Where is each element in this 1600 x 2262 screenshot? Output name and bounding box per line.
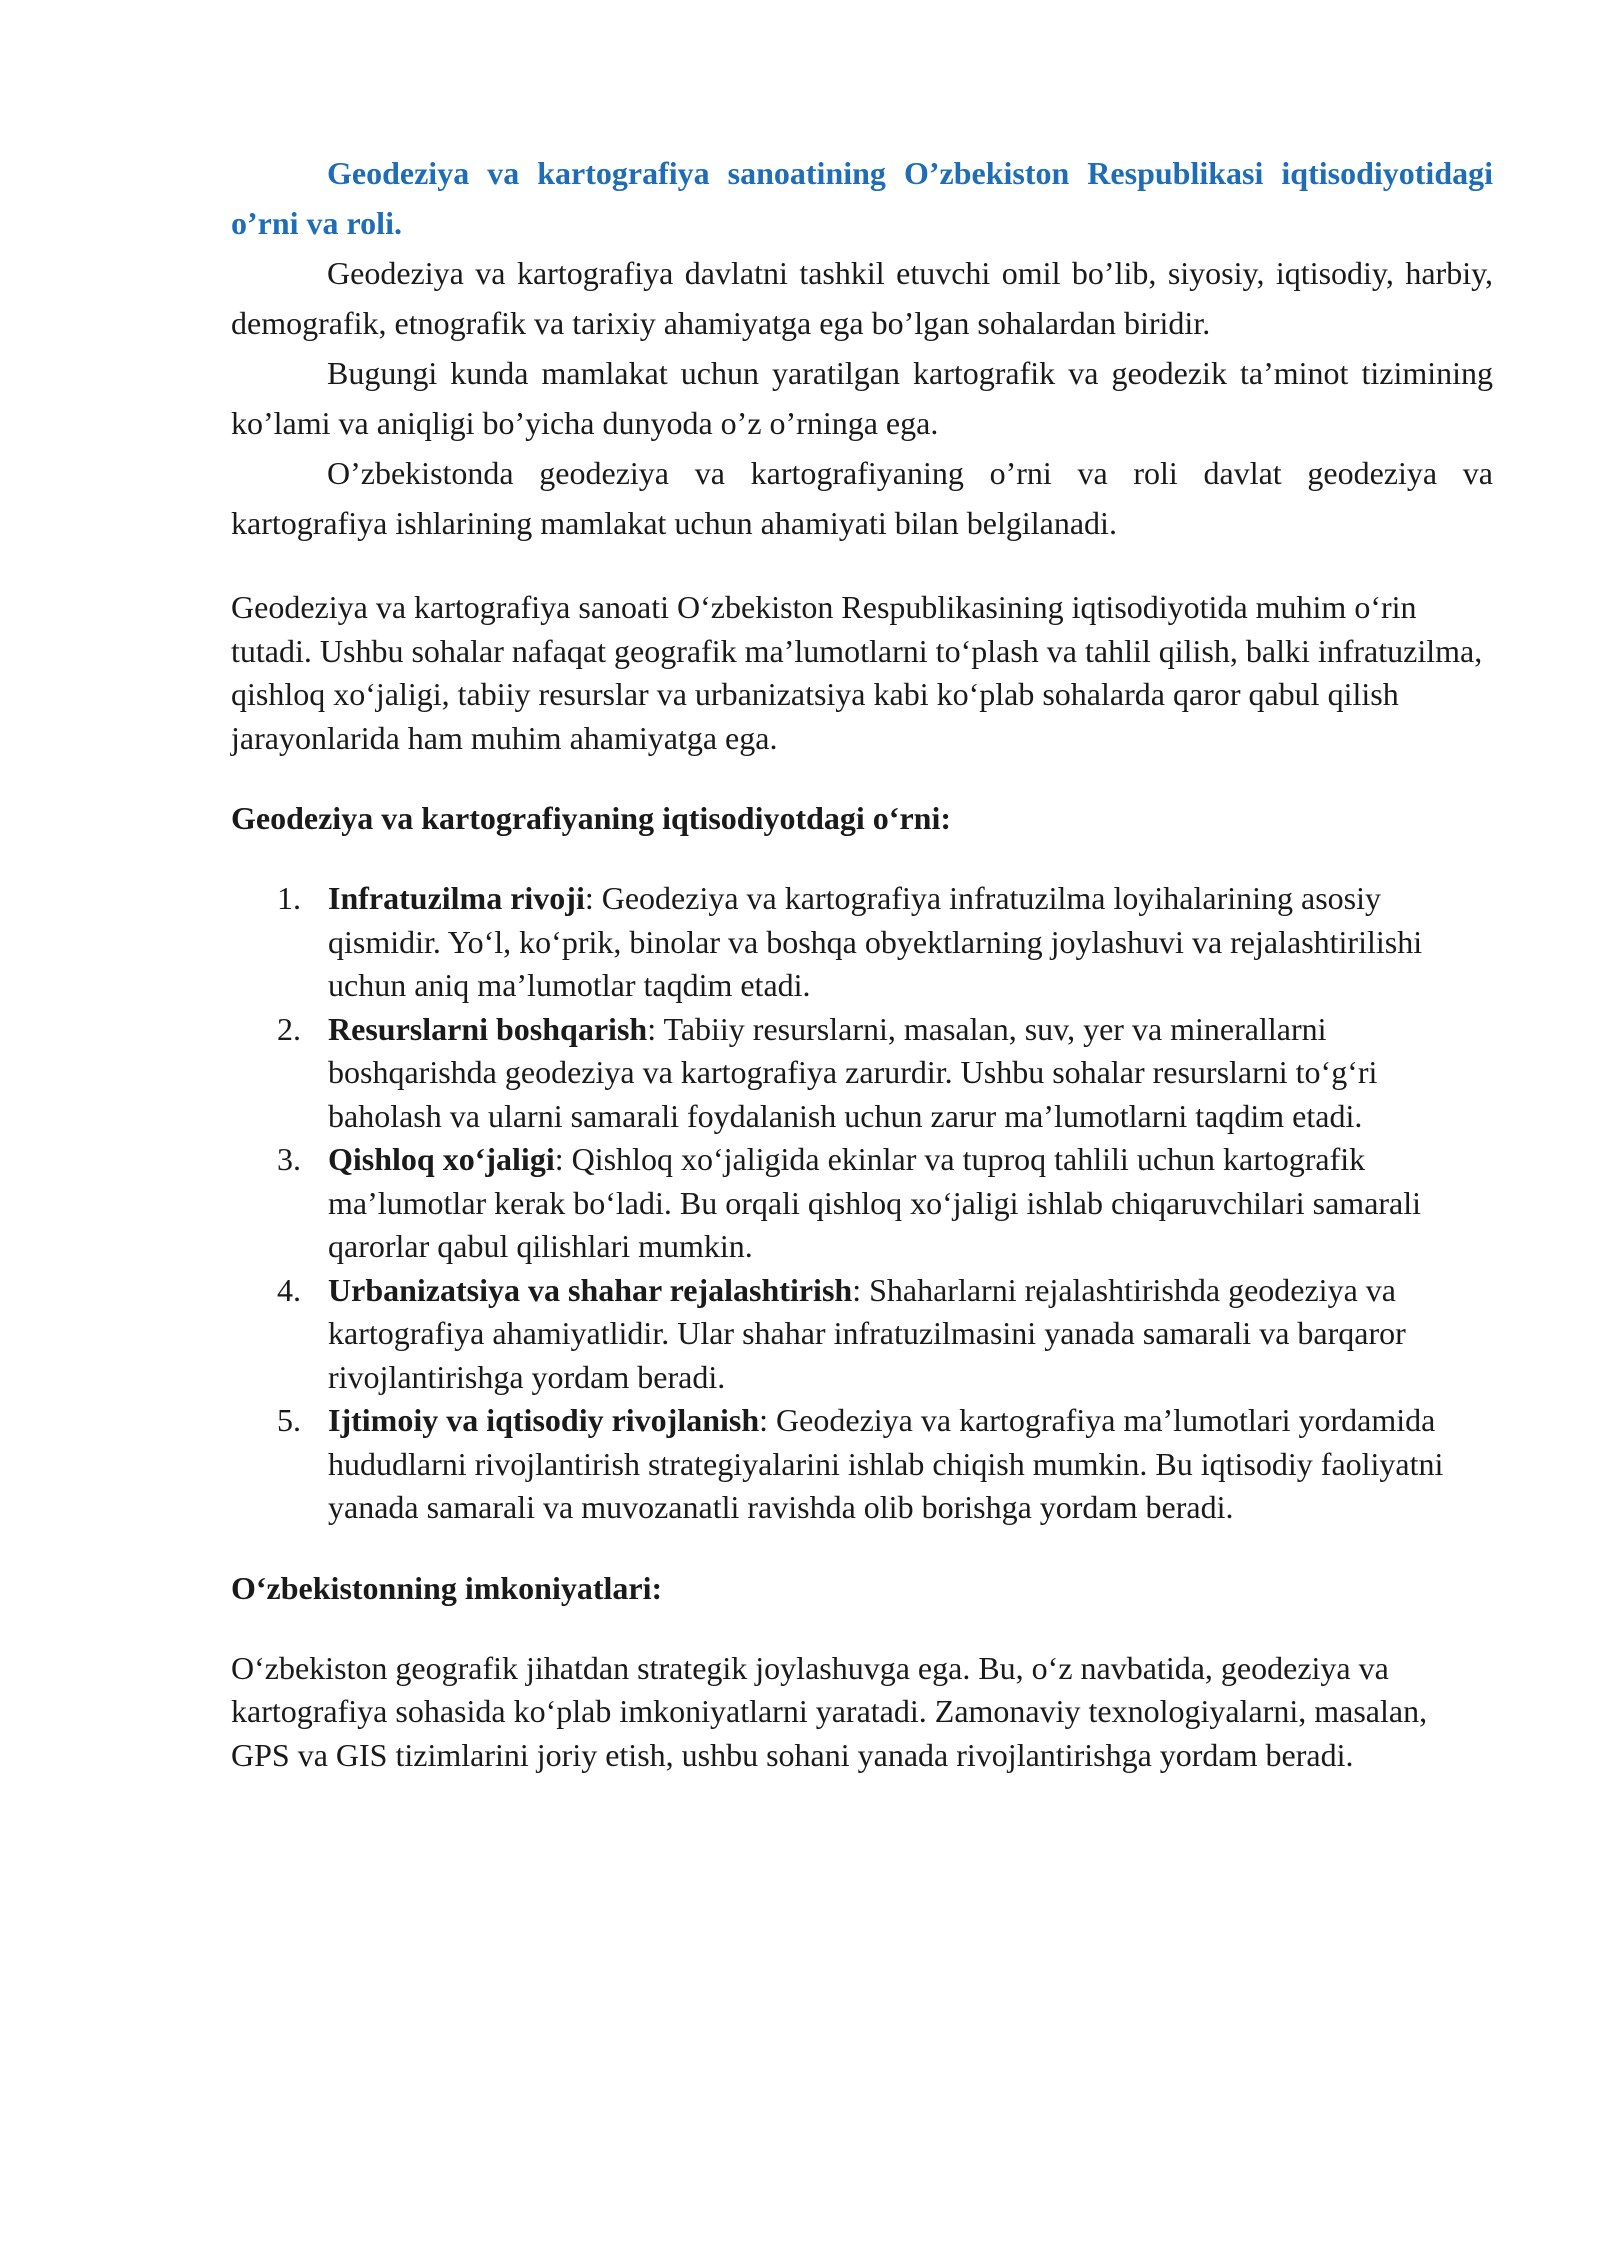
list-item-text: : Qishloq xo‘jaligida ekinlar va tuproq tahlili uchun kartografik ma’lumotlar kerak bo‘ladi. Bu orqali qishloq xo‘jaligi ishlab chiqaruvchilari samarali qarorlar qabul qilishlari mumkin. xyxy=(328,1141,1422,1264)
list-item-term: Resurslarni boshqarish xyxy=(328,1010,648,1047)
list-item-text: : Tabiiy resurslarni, masalan, suv, yer va minerallarni boshqarishda geodeziya va kartografiya zarurdir. Ushbu sohalar resurslarni to‘g‘ri baholash va ularni samarali foydalanish uchun zarur ma’lumotlarni taqdim etadi. xyxy=(328,1010,1378,1134)
list-item xyxy=(231,1399,1493,1530)
list-item-term: Infratuzilma rivoji xyxy=(328,880,585,916)
list-item-number: 1. xyxy=(277,880,301,916)
list-item xyxy=(231,1138,1493,1269)
list-item-text: : Shaharlarni rejalashtirishda geodeziya va kartografiya ahamiyatlidir. Ular shahar infratuzilmasini yanada samarali va barqaror rivojlantirishga yordam beradi. xyxy=(328,1271,1406,1395)
list-item-term: Urbanizatsiya va shahar rejalashtirish xyxy=(328,1271,853,1308)
opportunities-paragraph: O‘zbekiston geografik jihatdan strategik joylashuvga ega. Bu, o‘z navbatida, geodeziya va kartografiya sohasida ko‘plab imkoniyatlarni yaratadi. Zamonaviy texnologiyalarni, masalan, GPS va GIS tizimlarini joriy etish, ushbu sohani yanada rivojlantirishga yordam beradi. xyxy=(231,1649,1428,1773)
section-heading-opportunities: O‘zbekistonning imkoniyatlari: xyxy=(231,1569,663,1606)
list-item xyxy=(231,877,1493,1008)
economy-role-list xyxy=(231,877,1493,1530)
list-item-number: 5. xyxy=(277,1402,301,1438)
intro-paragraph-2: Bugungi kunda mamlakat uchun yaratilgan kartografik va geodezik ta’minot tizimining ko’lami va aniqligi bo’yicha dunyoda o’z o’rninga ega. xyxy=(231,355,1493,441)
list-item-number: 3. xyxy=(277,1141,301,1177)
document-title: Geodeziya va kartografiya sanoatining O’zbekiston Respublikasi iqtisodiyotidagi o’rni va roli. xyxy=(231,155,1493,241)
list-item xyxy=(231,1008,1493,1139)
document-page xyxy=(231,148,1493,1777)
intro-paragraph-3: O’zbekistonda geodeziya va kartografiyaning o’rni va roli davlat geodeziya va kartografiya ishlarining mamlakat uchun ahamiyati bilan belgilanadi. xyxy=(231,455,1493,541)
list-item xyxy=(231,1269,1493,1400)
list-item-term: Qishloq xo‘jaligi xyxy=(328,1141,555,1177)
intro-paragraph-1: Geodeziya va kartografiya davlatni tashkil etuvchi omil bo’lib, siyosiy, iqtisodiy, harbiy, demografik, etnografik va tarixiy ahamiyatga ega bo’lgan sohalardan biridir. xyxy=(231,255,1493,341)
list-item-number: 4. xyxy=(277,1271,301,1308)
list-item-text: : Geodeziya va kartografiya ma’lumotlari yordamida hududlarni rivojlantirish strategiyalarini ishlab chiqish mumkin. Bu iqtisodiy faoliyatni yanada samarali va muvozanatli ravishda olib borishga yordam beradi. xyxy=(328,1402,1444,1525)
list-item-text: : Geodeziya va kartografiya infratuzilma loyihalarining asosiy qismidir. Yo‘l, ko‘prik, binolar va boshqa obyektlarning joylashuvi va rejalashtirilishi uchun aniq ma’lumotlar taqdim etadi. xyxy=(328,880,1423,1003)
section-heading-economy: Geodeziya va kartografiyaning iqtisodiyotdagi o‘rni: xyxy=(231,800,951,836)
list-item-term: Ijtimoiy va iqtisodiy rivojlanish xyxy=(328,1402,760,1438)
overview-paragraph: Geodeziya va kartografiya sanoati O‘zbekiston Respublikasining iqtisodiyotida muhim o‘rin tutadi. Ushbu sohalar nafaqat geografik ma’lumotlarni to‘plash va tahlil qilish, balki infratuzilma, qishloq xo‘jaligi, tabiiy resurslar va urbanizatsiya kabi ko‘plab sohalarda qaror qabul qilish jarayonlarida ham muhim ahamiyatga ega. xyxy=(231,589,1483,756)
list-item-number: 2. xyxy=(277,1010,301,1047)
